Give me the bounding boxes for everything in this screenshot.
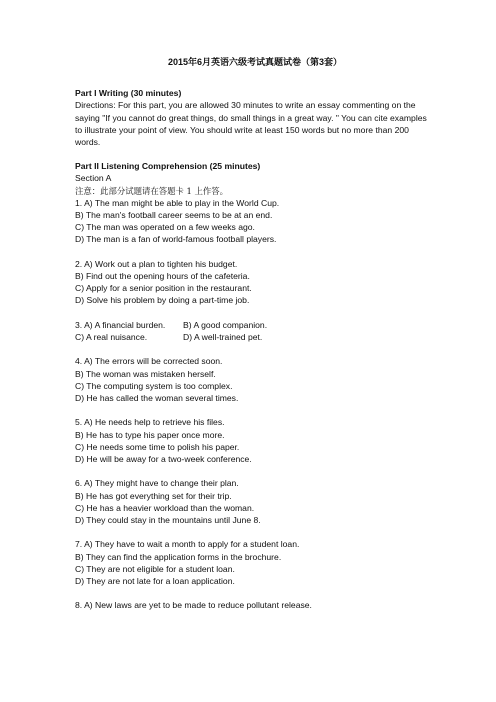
question-5 bbox=[75, 416, 435, 465]
option-line: C) They are not eligible for a student loan. bbox=[75, 563, 235, 574]
option-cell: B) A good companion. bbox=[183, 319, 268, 330]
option-line: B) They can find the application forms in the brochure. bbox=[75, 551, 282, 562]
option-line: C) The computing system is too complex. bbox=[75, 380, 233, 391]
question-2 bbox=[75, 258, 435, 307]
option-line: 7. A) They have to wait a month to apply for a student loan. bbox=[75, 539, 300, 550]
option-line: 2. A) Work out a plan to tighten his budget. bbox=[75, 258, 238, 269]
option-line: 1. A) The man might be able to play in the World Cup. bbox=[75, 197, 280, 208]
option-row bbox=[75, 319, 435, 331]
option-line: D) Solve his problem by doing a part-time job. bbox=[75, 295, 250, 306]
option-line: 4. A) The errors will be corrected soon. bbox=[75, 356, 223, 367]
option-line: C) The man was operated on a few weeks ago. bbox=[75, 222, 255, 233]
option-line: C) He needs some time to polish his paper. bbox=[75, 441, 240, 452]
question-1 bbox=[75, 197, 435, 246]
document-title: 2015年6月英语六级考试真题试卷（第3套） bbox=[167, 57, 343, 67]
option-cell: 3. A) A financial burden. bbox=[75, 319, 166, 330]
option-cell: C) A real nuisance. bbox=[75, 332, 148, 343]
option-line: 5. A) He needs help to retrieve his files. bbox=[75, 417, 225, 428]
section-a-label: Section A bbox=[75, 173, 112, 184]
option-line: B) The man's football career seems to be at an end. bbox=[75, 210, 273, 221]
option-line: D) They could stay in the mountains until June 8. bbox=[75, 515, 261, 526]
document-body bbox=[75, 56, 435, 624]
option-line: D) The man is a fan of world-famous football players. bbox=[75, 234, 277, 245]
option-line: 6. A) They might have to change their plan. bbox=[75, 478, 239, 489]
option-line: B) He has got everything set for their trip. bbox=[75, 490, 232, 501]
option-line: B) Find out the opening hours of the cafeteria. bbox=[75, 271, 250, 282]
option-line: C) He has a heavier workload than the woman. bbox=[75, 502, 255, 513]
question-6 bbox=[75, 477, 435, 526]
option-line: D) They are not late for a loan application. bbox=[75, 576, 235, 587]
question-7 bbox=[75, 538, 435, 587]
answer-sheet-note: 注意：此部分试题请在答题卡 1 上作答。 bbox=[75, 185, 229, 196]
option-line: B) He has to type his paper once more. bbox=[75, 429, 225, 440]
option-line: D) He has called the woman several times. bbox=[75, 393, 239, 404]
option-line: C) Apply for a senior position in the restaurant. bbox=[75, 283, 252, 294]
option-line: D) He will be away for a two-week conference. bbox=[75, 454, 252, 465]
option-row bbox=[75, 331, 435, 343]
part1-directions: Directions: For this part, you are allowed 30 minutes to write an essay commenting on the saying "If you cannot do great things, do small things in a great way. " You can cite examples to illustrate your point of view. You should write at least 150 words but no more than 200 words. bbox=[75, 100, 427, 148]
option-cell: D) A well-trained pet. bbox=[183, 332, 263, 343]
question-8 bbox=[75, 599, 435, 611]
question-3 bbox=[75, 319, 435, 343]
option-line: 8. A) New laws are yet to be made to reduce pollutant release. bbox=[75, 600, 312, 611]
question-4 bbox=[75, 355, 435, 404]
part1-heading: Part I Writing (30 minutes) bbox=[75, 88, 182, 99]
option-line: B) The woman was mistaken herself. bbox=[75, 368, 216, 379]
part2-heading: Part II Listening Comprehension (25 minutes) bbox=[75, 161, 261, 172]
